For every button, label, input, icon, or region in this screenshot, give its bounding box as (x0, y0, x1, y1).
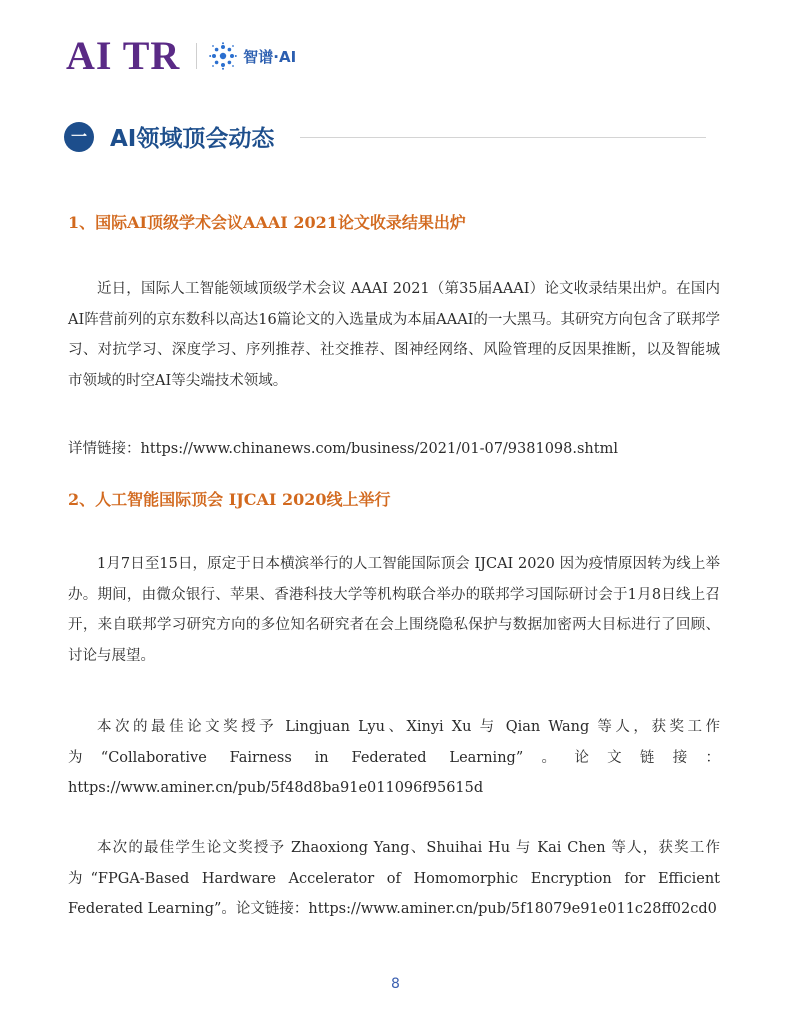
header-divider (196, 43, 197, 69)
article-1-paragraph: 近日，国际人工智能领域顶级学术会议 AAAI 2021（第35届AAAI）论文收录结果出炉。在国内AI阵营前列的京东数科以高达16篇论文的入选量成为本届AAAI的一大黑马。其研究方向包含了联邦学习、对抗学习、深度学习、序列推荐、社交推荐、图神经网络、风险管理的反因果推断，以及智能城市领域的时空AI等尖端技术领域。 (68, 281, 720, 389)
article-1-heading: 1、国际AI顶级学术会议AAAI 2021论文收录结果出炉 (68, 213, 466, 232)
section-number-badge: 一 (64, 122, 94, 152)
article-2-heading: 2、人工智能国际顶会 IJCAI 2020线上举行 (68, 490, 391, 509)
article-2-paragraph-1: 1月7日至15日，原定于日本横滨举行的人工智能国际顶会 IJCAI 2020 因为疫情原因转为线上举办。期间，由微众银行、苹果、香港科技大学等机构联合举办的联邦学习国际研讨会于1月8日线上召开，来自联邦学习研究方向的多位知名研究者在会上围绕隐私保护与数据加密两大目标进行了回顾、讨论与展望。 (68, 556, 720, 664)
section-title: AI领域顶会动态 (110, 126, 275, 152)
section-header (64, 120, 274, 153)
aitr-logo: AI TR (66, 33, 181, 78)
zhipu-brand-text: 智谱·AI (243, 47, 297, 66)
article-2-paragraph-2: 本次的最佳论文奖授予 Lingjuan Lyu、Xinyi Xu 与 Qian Wang 等人，获奖工作为“Collaborative Fairness in Federated Learning”。论文链接：https://www.aminer.cn/pub/5f48d8ba91e011096f95615d (68, 719, 720, 796)
page-header (66, 33, 297, 78)
page-number: 8 (391, 976, 400, 992)
zhipu-logo-icon (209, 42, 237, 70)
article-1-link[interactable]: 详情链接：https://www.chinanews.com/business/2021/01-07/9381098.shtml (68, 441, 618, 457)
article-2-paragraph-3: 本次的最佳学生论文奖授予 Zhaoxiong Yang、Shuihai Hu 与 Kai Chen 等人，获奖工作为“FPGA-Based Hardware Accelerator of Homomorphic Encryption for Efficient Federated Learning”。论文链接：https://www.aminer.cn/pub/5f18079e91e011c28ff02cd0 (68, 840, 720, 917)
section-divider (300, 137, 706, 138)
